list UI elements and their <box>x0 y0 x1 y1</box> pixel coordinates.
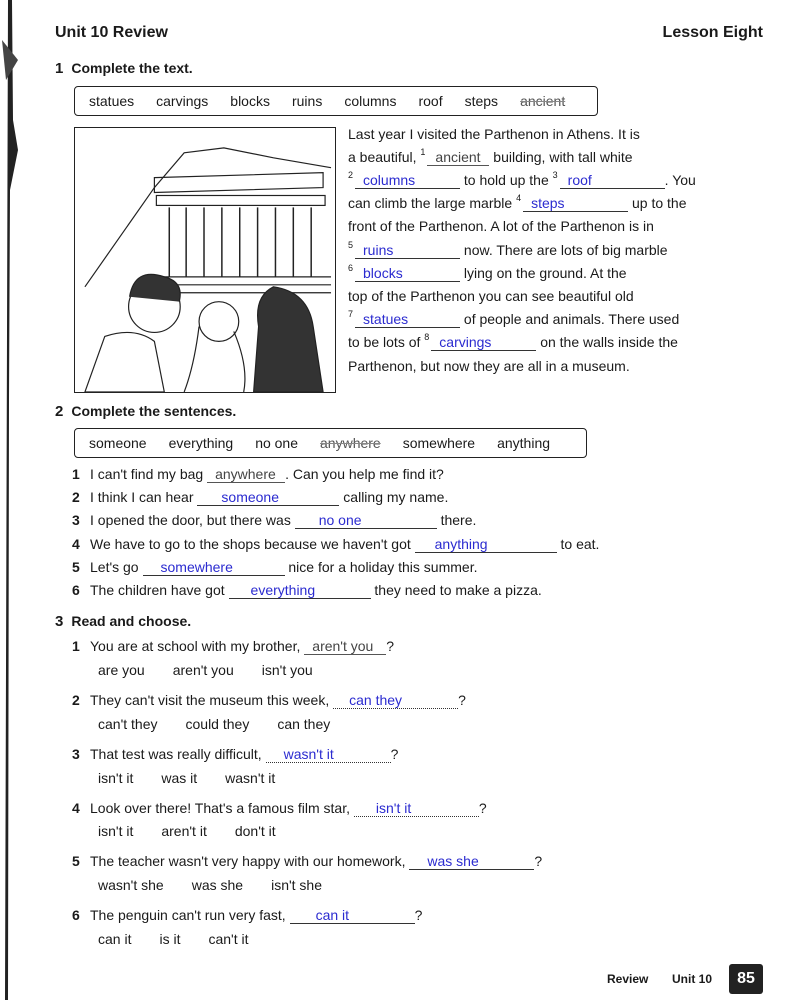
word: no one <box>255 435 299 451</box>
passage-line: to be lots of $^8$ carvings on the walls inside the <box>348 332 678 350</box>
answer-blank[interactable]: was she <box>409 853 534 870</box>
word-crossed-out: ancient <box>520 93 566 109</box>
options: can't they could they can they <box>98 716 331 732</box>
options: isn't it was it wasn't it <box>98 770 276 786</box>
word-crossed-out: anywhere <box>320 435 381 451</box>
answer-blank-1[interactable]: ancient <box>427 149 489 166</box>
answer-blank[interactable]: isn't it <box>354 800 479 817</box>
word: everything <box>168 435 234 451</box>
answer-blank[interactable]: aren't you <box>304 638 386 655</box>
question-item: 1 You are at school with my brother, aren't you ? <box>72 638 395 654</box>
question-item: 2 They can't visit the museum this week, can they ? <box>72 692 466 708</box>
answer-blank[interactable]: everything <box>229 582 371 599</box>
options: can it is it can't it <box>98 931 249 947</box>
question-item: 3 That test was really difficult, wasn't it ? <box>72 746 399 762</box>
footer-review: Review <box>607 972 649 986</box>
word: somewhere <box>402 435 476 451</box>
sentence-item: 2 I think I can hear someone calling my name. <box>72 489 449 505</box>
word: ruins <box>291 93 323 109</box>
sentence-item: 1 I can't find my bag anywhere . Can you help me find it? <box>72 466 444 482</box>
answer-blank[interactable]: anything <box>415 536 557 553</box>
footer-unit: Unit 10 <box>672 972 713 986</box>
sentence-item: 4 We have to go to the shops because we haven't got anything to eat. <box>72 536 600 552</box>
sentence-item: 3 I opened the door, but there was no one there. <box>72 512 477 528</box>
page-binding-edge <box>0 0 22 1000</box>
passage-line: a beautiful, $^1$ ancient building, with tall white <box>348 147 633 165</box>
answer-blank[interactable]: can they <box>333 692 458 709</box>
unit-title: Unit 10 Review <box>55 24 168 41</box>
answer-blank[interactable]: someone <box>197 489 339 506</box>
answer-blank-3[interactable]: roof <box>560 172 665 189</box>
answer-blank[interactable]: wasn't it <box>266 746 391 763</box>
lesson-title: Lesson Eight <box>662 24 763 41</box>
question-item: 4 Look over there! That's a famous film star, isn't it ? <box>72 800 487 816</box>
passage-line: can climb the large marble $^4$ steps up to the <box>348 193 687 211</box>
word: carvings <box>156 93 209 109</box>
word: anything <box>497 435 551 451</box>
page-number: 85 <box>729 964 763 994</box>
word-box-2 <box>74 428 587 458</box>
word: someone <box>89 435 147 451</box>
sentence-item: 6 The children have got everything they need to make a pizza. <box>72 582 542 598</box>
exercise-2-heading: 2 Complete the sentences. <box>55 403 237 420</box>
question-item: 5 The teacher wasn't very happy with our homework, was she ? <box>72 853 543 869</box>
word: statues <box>89 93 135 109</box>
answer-blank[interactable]: anywhere <box>207 466 285 483</box>
exercise-3-heading: 3 Read and choose. <box>55 613 192 630</box>
word-box-1 <box>74 86 598 116</box>
word: steps <box>464 93 499 109</box>
word: columns <box>344 93 397 109</box>
answer-blank[interactable]: can it <box>290 907 415 924</box>
passage-line: top of the Parthenon you can see beautiful old <box>348 288 634 304</box>
answer-blank-6[interactable]: blocks <box>355 265 460 282</box>
answer-blank[interactable]: somewhere <box>143 559 285 576</box>
passage-line: $^5$ ruins now. There are lots of big marble <box>348 240 668 258</box>
options: wasn't she was she isn't she <box>98 877 322 893</box>
answer-blank-5[interactable]: ruins <box>355 242 460 259</box>
answer-blank[interactable]: no one <box>295 512 437 529</box>
passage-line: $^2$ columns to hold up the $^3$ roof . You <box>348 170 696 188</box>
question-item: 6 The penguin can't run very fast, can it ? <box>72 907 423 923</box>
options: are you aren't you isn't you <box>98 662 313 678</box>
passage-line: $^6$ blocks lying on the ground. At the <box>348 263 627 281</box>
answer-blank-4[interactable]: steps <box>523 195 628 212</box>
word: blocks <box>230 93 270 109</box>
passage-line: front of the Parthenon. A lot of the Parthenon is in <box>348 218 654 234</box>
word: roof <box>418 93 443 109</box>
sentence-item: 5 Let's go somewhere nice for a holiday this summer. <box>72 559 478 575</box>
passage-line: $^7$ statues of people and animals. There used <box>348 309 680 327</box>
options: isn't it aren't it don't it <box>98 823 276 839</box>
answer-blank-7[interactable]: statues <box>355 311 460 328</box>
passage-line: Last year I visited the Parthenon in Athens. It is <box>348 126 640 142</box>
answer-blank-2[interactable]: columns <box>355 172 460 189</box>
passage-line: Parthenon, but now they are all in a museum. <box>348 358 630 374</box>
answer-blank-8[interactable]: carvings <box>431 334 536 351</box>
parthenon-illustration <box>74 127 336 393</box>
exercise-1-heading: 1 Complete the text. <box>55 60 193 77</box>
